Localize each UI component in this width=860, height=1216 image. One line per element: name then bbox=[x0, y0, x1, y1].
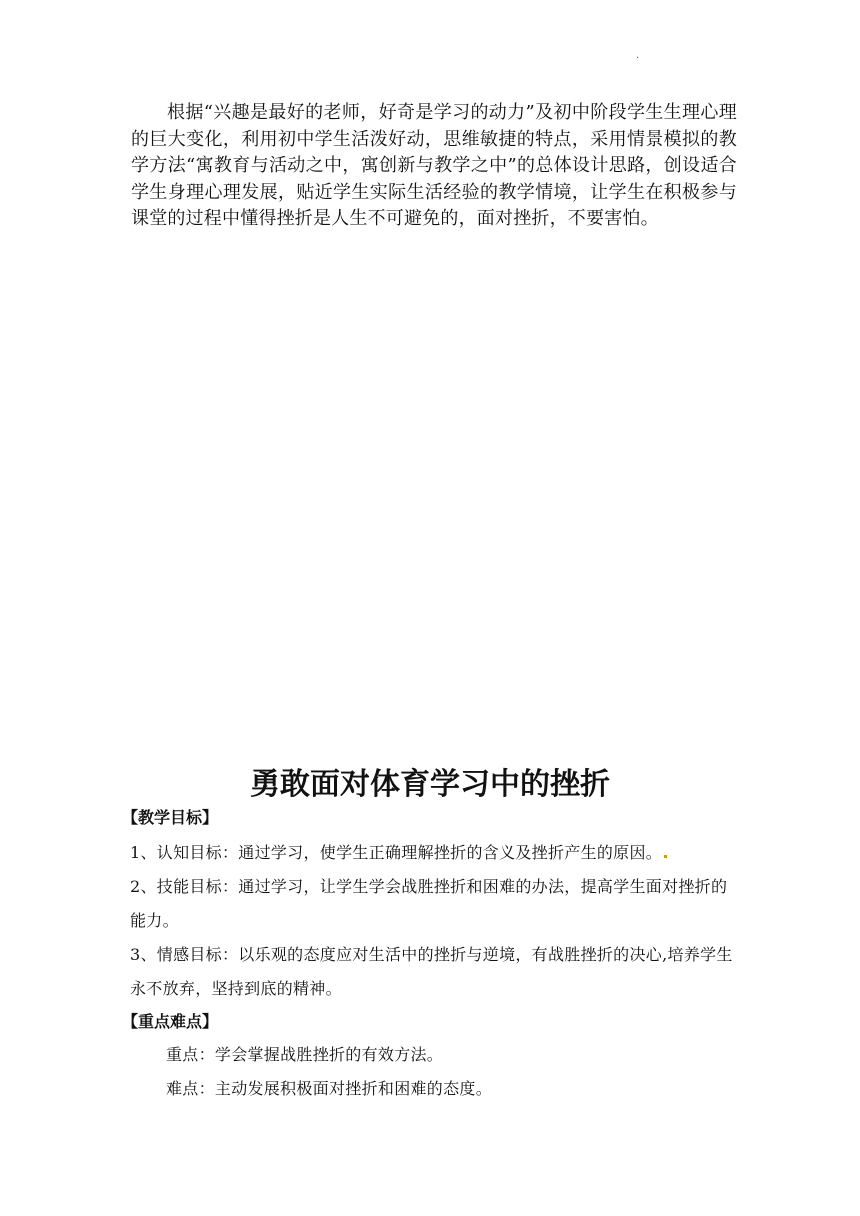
goal-cognitive-text: 1、认知目标：通过学习，使学生正确理解挫折的含义及挫折产生的原因。 bbox=[130, 843, 663, 862]
goal-emotional: 3、情感目标：以乐观的态度应对生活中的挫折与逆境，有战胜挫折的决心,培养学生永不放弃，坚持到底的精神。 bbox=[130, 945, 733, 998]
goal-skill: 2、技能目标：通过学习，让学生学会战胜挫折和困难的办法，提高学生面对挫折的能力。 bbox=[130, 877, 728, 930]
header-mark: · bbox=[636, 53, 640, 64]
teaching-goals-heading: 【教学目标】 bbox=[122, 808, 219, 827]
difficult-point: 难点：主动发展积极面对挫折和困难的态度。 bbox=[166, 1079, 493, 1098]
edit-mark bbox=[664, 855, 667, 858]
key-point: 重点：学会掌握战胜挫折的有效方法。 bbox=[166, 1045, 444, 1064]
lesson-title: 勇敢面对体育学习中的挫折 bbox=[250, 767, 610, 802]
key-points-heading: 【重点难点】 bbox=[122, 1012, 219, 1031]
intro-paragraph: 根据“兴趣是最好的老师，好奇是学习的动力”及初中阶段学生生理心理的巨大变化，利用初中学生活泼好动，思维敏捷的特点，采用情景模拟的教学方法“寓教育与活动之中，寓创新与教学之中”的总体设计思路，创设适合学生身理心理发展，贴近学生实际生活经验的教学情境，让学生在积极参与课堂的过程中懂得挫折是人生不可避免的，面对挫折，不要害怕。 bbox=[131, 102, 737, 229]
goal-cognitive bbox=[130, 836, 734, 870]
